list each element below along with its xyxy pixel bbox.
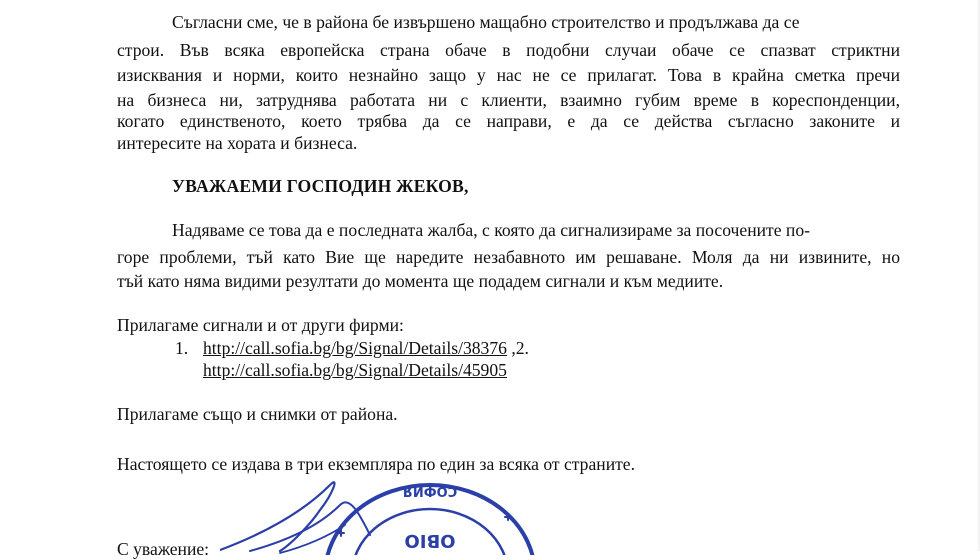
text-line: на бизнеса ни, затруднява работата ни с клиенти, взаимно губим време в кореспонденции, (117, 90, 900, 110)
list-item (203, 337, 529, 359)
copies-line: Настоящето се издава в три екземпляра по един за всяка от страните. (117, 454, 636, 474)
signal-link-45905[interactable]: http://call.sofia.bg/bg/Signal/Details/45905 (203, 360, 507, 380)
signal-link-38376[interactable]: http://call.sofia.bg/bg/Signal/Details/38376 (203, 338, 507, 358)
text-line: Съгласни сме, че в района бе извършено мащабно строителство и продължава да се (172, 12, 800, 32)
svg-text:OBIO: OBIO (404, 530, 456, 551)
text-line: горе проблеми, тъй като Вие ще наредите незабавното им решаване. Моля да ни извините, но (117, 247, 900, 267)
attached-signals-label: Прилагаме сигнали и от други фирми: (117, 315, 404, 335)
company-stamp (220, 455, 540, 555)
closing-line: С уважение: (117, 539, 210, 559)
svg-text:СОФИЯ: СОФИЯ (402, 483, 458, 498)
text-line: строи. Във всяка европейска страна обаче в подобни случаи обаче се спазват стриктни (117, 40, 900, 60)
list-number: 1. (175, 338, 189, 358)
list-separator: ,2. (506, 338, 529, 358)
salutation-heading: УВАЖАЕМИ ГОСПОДИН ЖЕКОВ, (172, 176, 469, 196)
text-line: Надяваме се това да е последната жалба, с която да сигнализираме за посочените по- (172, 220, 810, 240)
text-line: когато единственото, което трябва да се направи, е да се действа съгласно законите и (117, 111, 900, 131)
list-item (203, 359, 507, 381)
text-line: тъй като няма видими резултати до момента ще подадем сигнали и към медиите. (117, 271, 724, 291)
text-line: изисквания и норми, които незнайно защо у нас не се прилагат. Това в крайна сметка пречи (117, 65, 900, 85)
photos-attached-line: Прилагаме също и снимки от района. (117, 404, 398, 424)
text-line: интересите на хората и бизнеса. (117, 133, 358, 153)
